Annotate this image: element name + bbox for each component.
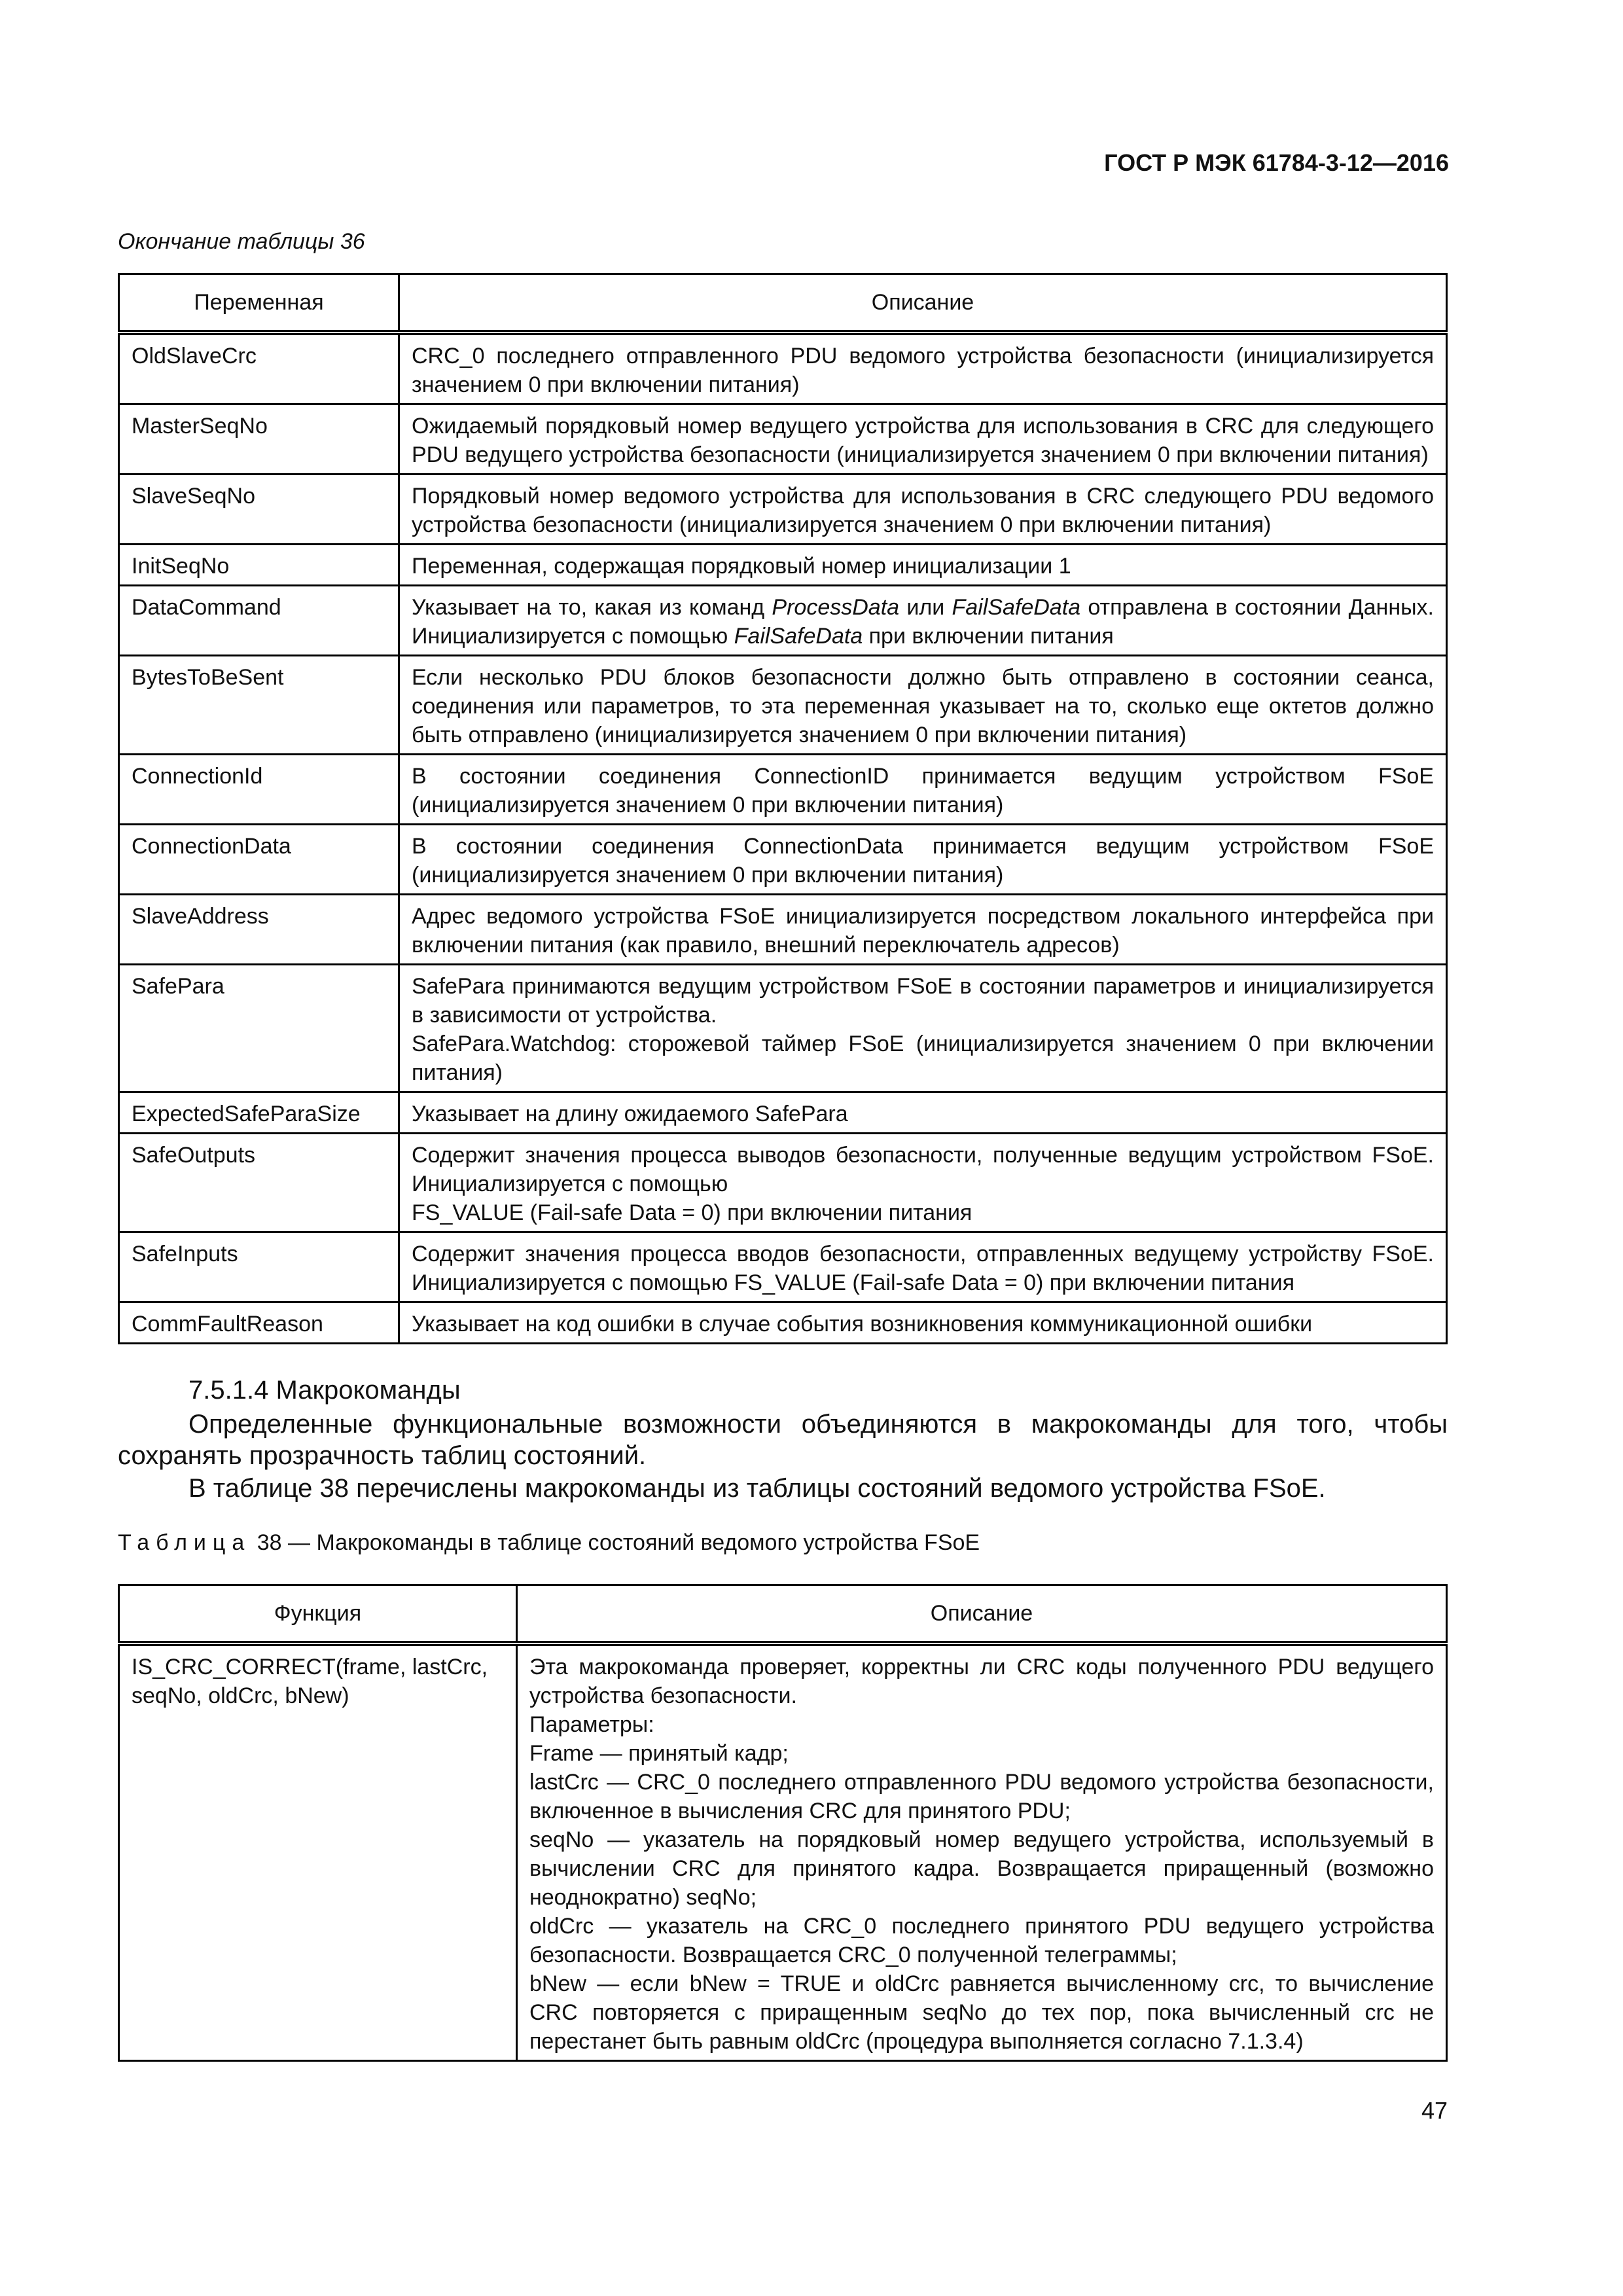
desc-line: Параметры: (529, 1712, 654, 1737)
desc-line: oldCrc — указатель на CRC_0 последнего принятого PDU ведущего устройства безопасности. Возвращается CRC_0 полученной телеграммы; (529, 1914, 1434, 1967)
function-description (517, 1643, 1447, 2061)
body-paragraph: В таблице 38 перечислены макрокоманды из таблицы состояний ведомого устройства FSoE. (188, 1474, 1326, 1503)
variable-description: В состоянии соединения ConnectionID принимается ведущим устройством FSoE (инициализируется значением 0 при включении питания) (399, 755, 1447, 825)
table-row (119, 1232, 1447, 1302)
variable-description: Порядковый номер ведомого устройства для использования в CRC следующего PDU ведомого устройства безопасности (инициализируется значением 0 при включении питания) (399, 475, 1447, 545)
variable-name: ExpectedSafeParaSize (119, 1092, 399, 1134)
table-row (119, 1643, 1447, 2061)
variable-description: Указывает на длину ожидаемого SafePara (399, 1092, 1447, 1134)
table-row (119, 545, 1447, 586)
column-header-variable: Переменная (119, 274, 399, 333)
variable-description (399, 965, 1447, 1092)
table-row (119, 404, 1447, 475)
desc-text: или (899, 595, 952, 620)
table-continuation-caption: Окончание таблицы 36 (118, 229, 365, 254)
table-row (119, 1302, 1447, 1344)
desc-line: Frame — принятый кадр; (529, 1741, 789, 1766)
table-row (119, 1092, 1447, 1134)
variable-description (399, 1134, 1447, 1232)
table-row (119, 895, 1447, 965)
desc-line: SafePara принимаются ведущим устройством FSoE в состоянии параметров и инициализируется в зависимости от устройства. (412, 974, 1434, 1028)
variable-name: SafeInputs (119, 1232, 399, 1302)
variable-name: InitSeqNo (119, 545, 399, 586)
command-name: ProcessData (772, 595, 900, 620)
variable-name: ConnectionId (119, 755, 399, 825)
desc-line: bNew — если bNew = TRUE и oldCrc равняется вычисленному crc, то вычисление CRC повторяется с приращенным seqNo до тех пор, пока вычисленный crc не перестанет быть равным oldCrc (процедура выполняется согласно 7.1.3.4) (529, 1971, 1434, 2054)
caption-label: Таблица (118, 1530, 251, 1555)
column-header-function: Функция (119, 1585, 517, 1644)
variable-name: OldSlaveCrc (119, 332, 399, 404)
table-header-row (119, 274, 1447, 333)
table-row (119, 332, 1447, 404)
desc-text: отправлена в состоянии Данных. Инициализируется с помощью (412, 595, 1434, 649)
table-row (119, 656, 1447, 755)
column-header-description: Описание (399, 274, 1447, 333)
variable-name: SafeOutputs (119, 1134, 399, 1232)
table-row (119, 825, 1447, 895)
table-row (119, 475, 1447, 545)
desc-line: lastCrc — CRC_0 последнего отправленного PDU ведомого устройства безопасности, включенное в вычисления CRC для принятого PDU; (529, 1770, 1434, 1823)
command-name: FailSafeData (952, 595, 1081, 620)
command-name: FailSafeData (734, 624, 863, 649)
section-heading: 7.5.1.4 Макрокоманды (188, 1376, 461, 1405)
desc-line: FS_VALUE (Fail-safe Data = 0) при включении питания (412, 1200, 972, 1225)
variable-name: SafePara (119, 965, 399, 1092)
variable-name: MasterSeqNo (119, 404, 399, 475)
variable-description: Содержит значения процесса вводов безопасности, отправленных ведущему устройству FSoE. Инициализируется с помощью FS_VALUE (Fail-safe Data = 0) при включении питания (399, 1232, 1447, 1302)
desc-text: при включении питания (863, 624, 1114, 649)
variable-description: Указывает на код ошибки в случае события возникновения коммуникационной ошибки (399, 1302, 1447, 1344)
desc-line: seqNo — указатель на порядковый номер ведущего устройства, используемый в вычислении CRC для принятого кадра. Возвращается приращенный (возможно неоднократно) seqNo; (529, 1827, 1434, 1910)
variable-name: SlaveAddress (119, 895, 399, 965)
table-36 (118, 273, 1448, 1344)
function-name: IS_CRC_CORRECT(frame, lastCrc, seqNo, oldCrc, bNew) (119, 1643, 517, 2061)
variable-name: SlaveSeqNo (119, 475, 399, 545)
variable-description: Ожидаемый порядковый номер ведущего устройства для использования в CRC для следующего PDU ведущего устройства безопасности (инициализируется значением 0 при включении питания) (399, 404, 1447, 475)
table-row (119, 1134, 1447, 1232)
variable-name: DataCommand (119, 586, 399, 656)
desc-line: Содержит значения процесса выводов безопасности, полученные ведущим устройством FSoE. Инициализируется с помощью (412, 1143, 1434, 1196)
caption-text: 38 — Макрокоманды в таблице состояний ведомого устройства FSoE (251, 1530, 980, 1555)
table-row (119, 586, 1447, 656)
variable-description: Переменная, содержащая порядковый номер инициализации 1 (399, 545, 1447, 586)
variable-description: Адрес ведомого устройства FSoE инициализируется посредством локального интерфейса при включении питания (как правило, внешний переключатель адресов) (399, 895, 1447, 965)
column-header-description: Описание (517, 1585, 1447, 1644)
desc-line: SafePara.Watchdog: сторожевой таймер FSoE (инициализируется значением 0 при включении питания) (412, 1031, 1434, 1085)
page-number: 47 (1421, 2097, 1448, 2124)
variable-name: ConnectionData (119, 825, 399, 895)
variable-description: В состоянии соединения ConnectionData принимается ведущим устройством FSoE (инициализируется значением 0 при включении питания) (399, 825, 1447, 895)
table-38-caption (118, 1530, 980, 1556)
variable-description: CRC_0 последнего отправленного PDU ведомого устройства безопасности (инициализируется значением 0 при включении питания) (399, 332, 1447, 404)
variable-name: BytesToBeSent (119, 656, 399, 755)
variable-description (399, 586, 1447, 656)
body-paragraph: Определенные функциональные возможности объединяются в макрокоманды для того, чтобы сохранять прозрачность таблиц состояний. (118, 1410, 1448, 1470)
variable-description: Если несколько PDU блоков безопасности должно быть отправлено в состоянии сеанса, соединения или параметров, то эта переменная указывает на то, сколько еще октетов должно быть отправлено (инициализируется значением 0 при включении питания) (399, 656, 1447, 755)
table-header-row (119, 1585, 1447, 1644)
standard-designation: ГОСТ Р МЭК 61784-3-12—2016 (1104, 149, 1449, 176)
table-38 (118, 1584, 1448, 2062)
table-row (119, 755, 1447, 825)
desc-text: Указывает на то, какая из команд (412, 595, 772, 620)
variable-name: CommFaultReason (119, 1302, 399, 1344)
table-row (119, 965, 1447, 1092)
desc-line: Эта макрокоманда проверяет, корректны ли CRC коды полученного PDU ведущего устройства безопасности. (529, 1655, 1434, 1708)
